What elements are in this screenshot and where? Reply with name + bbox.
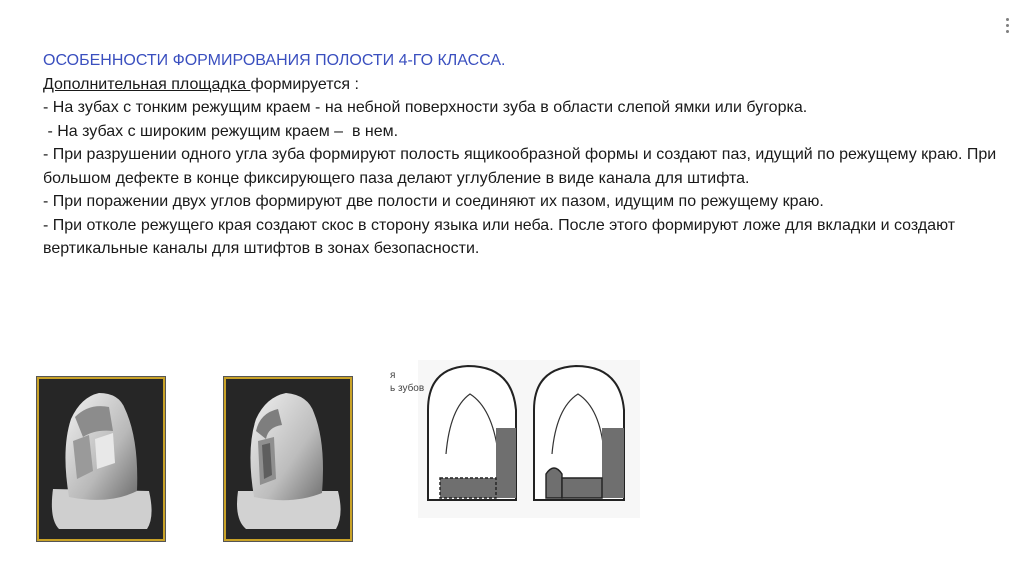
text-line-3: - При разрушении одного угла зуба формируют полость ящикообразной формы и создают паз, идущий по режущему краю. При большом дефекте в конце фиксирующего паза делают углубление в виде канала для штифта. (43, 146, 997, 187)
intro-line (43, 73, 1003, 97)
tooth-model-image-2 (226, 379, 350, 539)
text-line-1: - На зубах с тонким режущим краем - на небной поверхности зуба в области слепой ямки или бугорка. (43, 99, 808, 116)
text-line-5-body: - При отколе режущего края создают скос в сторону языка или неба. После этого формируют ложе для вкладки и создают вертикальные каналы для штифтов в зонах безопасности. (43, 216, 956, 257)
intro-underlined: Дополнительная площадка (43, 75, 251, 93)
slide-title: ОСОБЕННОСТИ ФОРМИРОВАНИЯ ПОЛОСТИ 4-ГО КЛАССА. (43, 52, 506, 69)
intro-rest: формируется : (250, 75, 359, 93)
slide-text-block (43, 49, 1003, 261)
diagram-fragment-1: я (390, 370, 396, 381)
text-line-2: - На зубах с широким режущим краем – в нем. (43, 122, 399, 140)
slide-corner-dots (1006, 18, 1010, 36)
cavity-diagram (388, 358, 640, 520)
text-line-5 (43, 214, 1003, 261)
cavity-diagram-svg (388, 358, 640, 520)
tooth-model-image-1 (39, 379, 163, 539)
diagram-fragment-2: ь зубов (390, 383, 425, 394)
tooth-photo-1 (37, 377, 165, 541)
tooth-photo-2 (224, 377, 352, 541)
text-line-4: - При поражении двух углов формируют две полости и соединяют их пазом, идущим по режущему краю. (43, 193, 824, 210)
